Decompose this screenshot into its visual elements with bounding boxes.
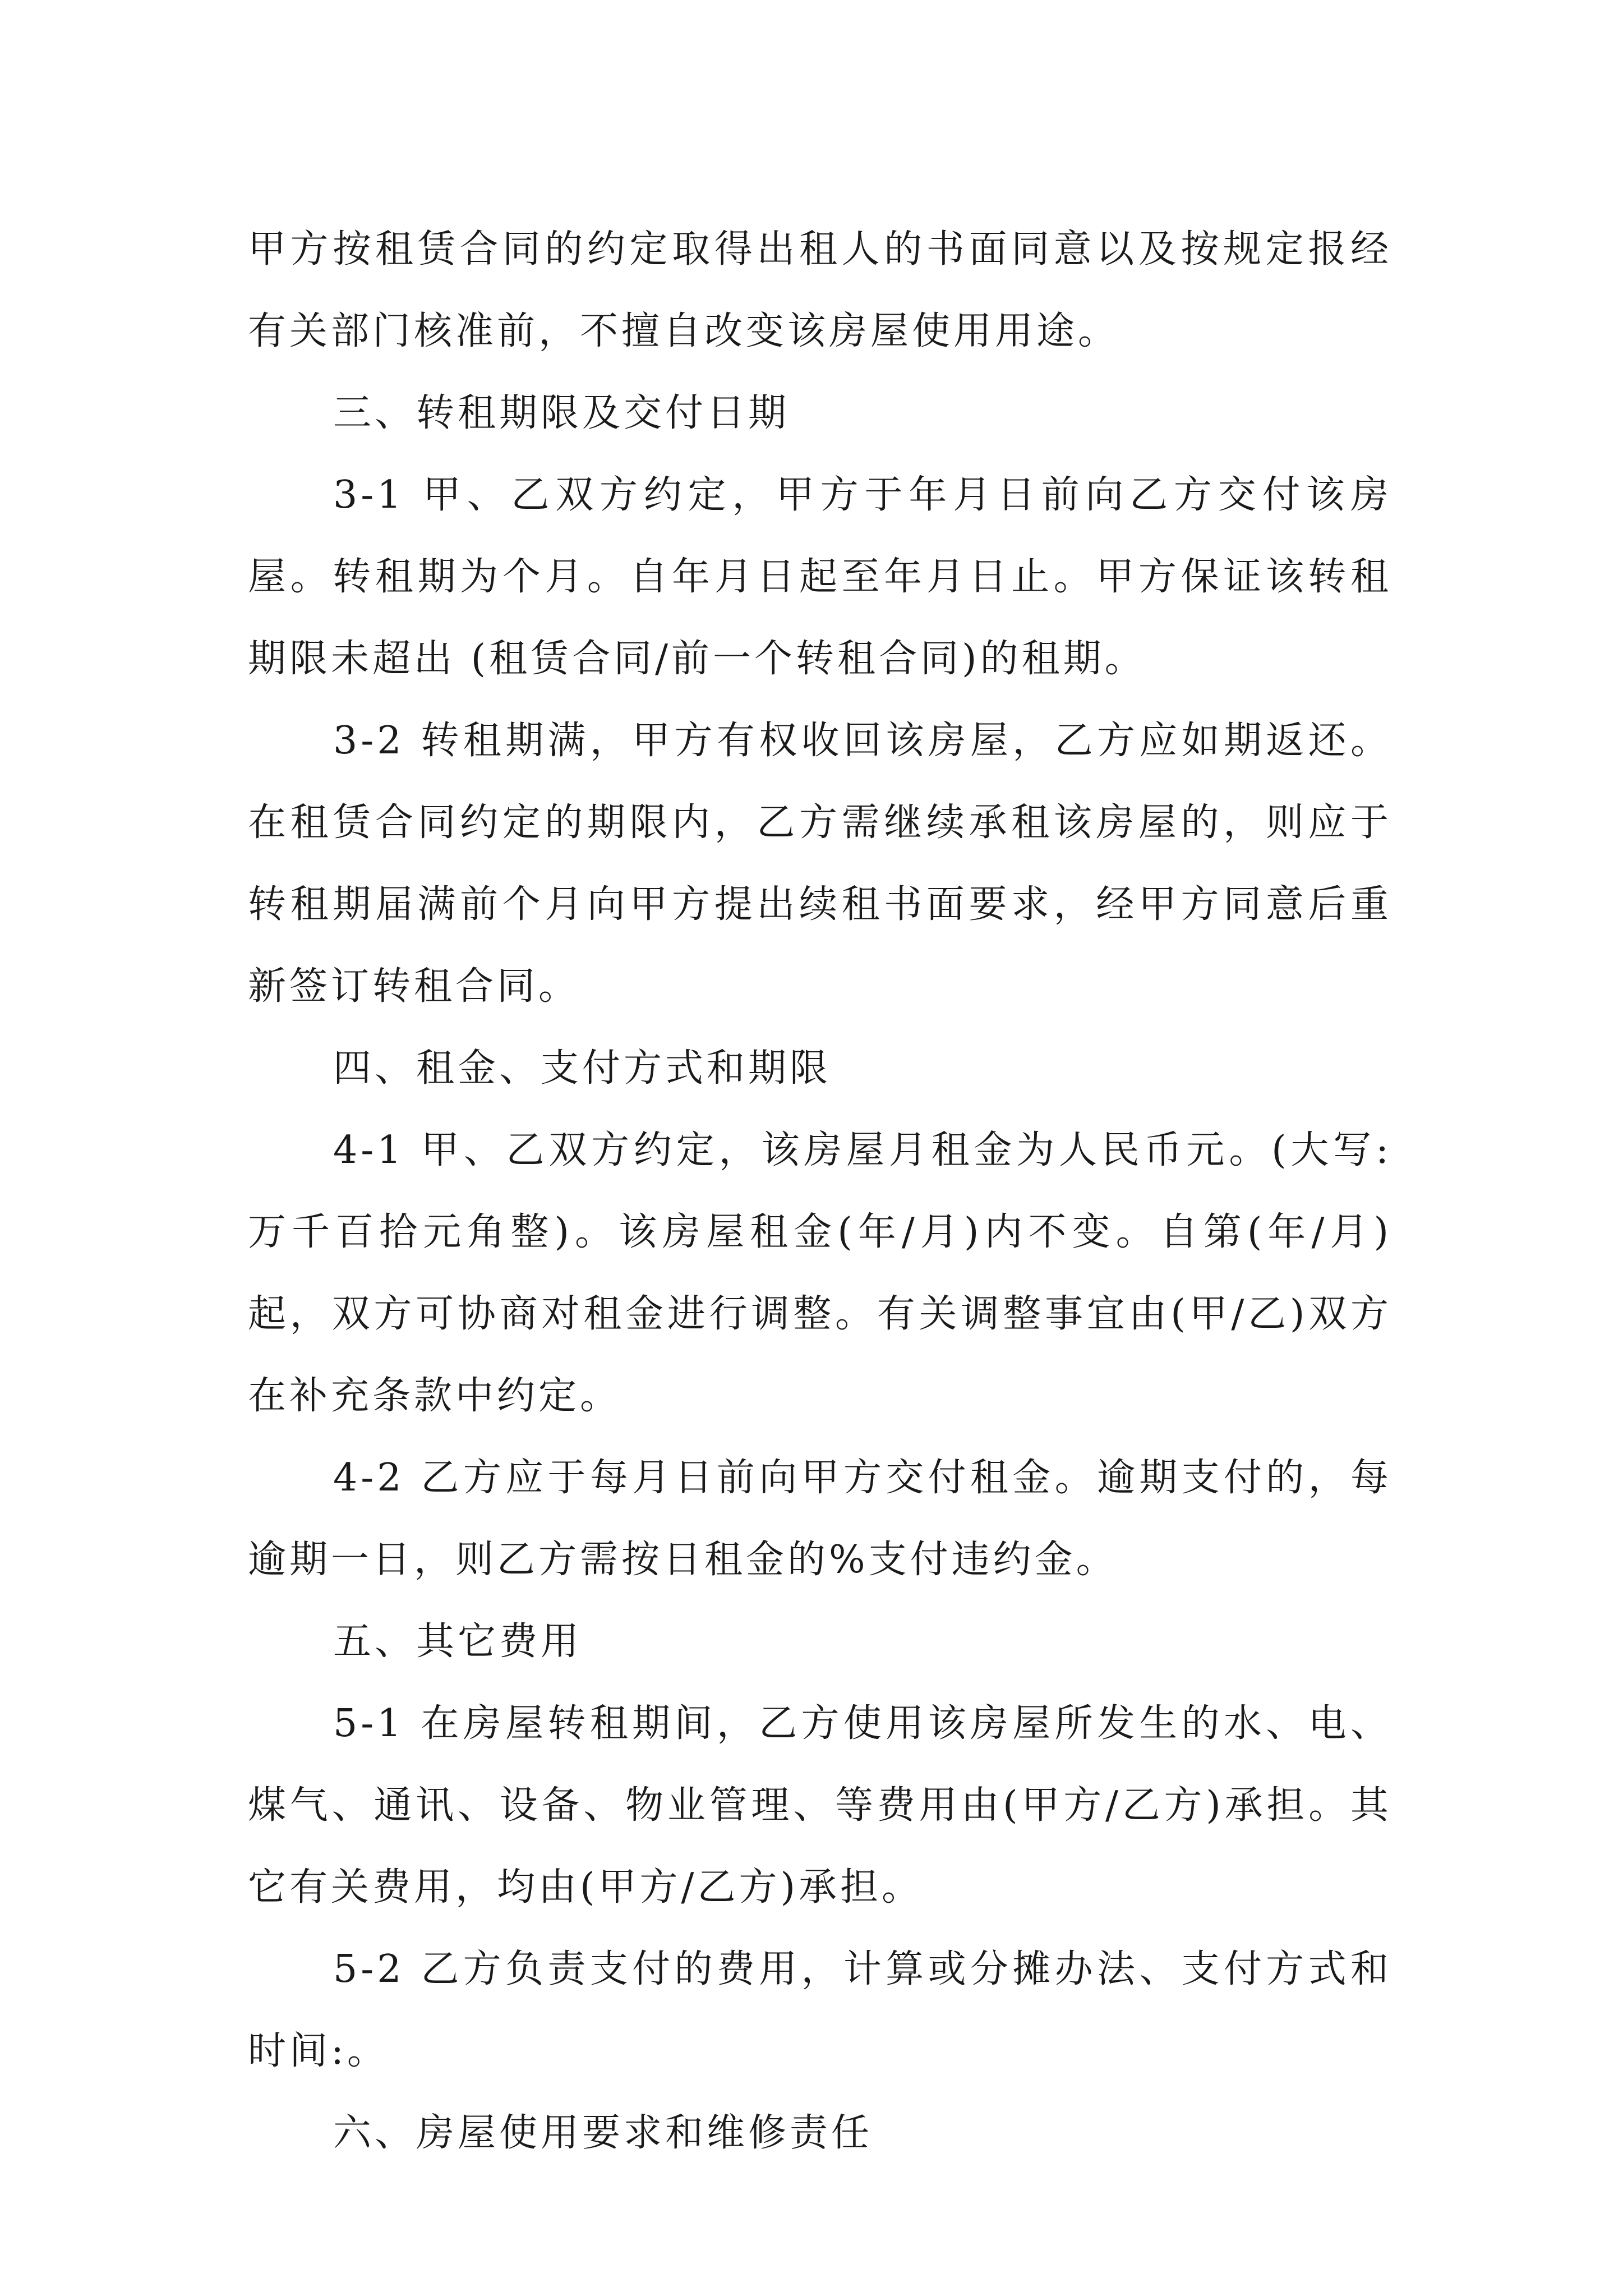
clause-5-1: 5-1 在房屋转租期间，乙方使用该房屋所发生的水、电、煤气、通讯、设备、物业管理、等费用由(甲方/乙方)承担。其它有关费用，均由(甲方/乙方)承担。	[248, 1701, 1392, 1910]
paragraph-usage-restriction: 甲方按租赁合同的约定取得出租人的书面同意以及按规定报经有关部门核准前，不擅自改变该房屋使用用途。	[248, 227, 1392, 353]
document-body	[248, 209, 1392, 2174]
section-heading-4: 四、租金、支付方式和期限	[333, 1046, 832, 1091]
section-heading-5: 五、其它费用	[333, 1619, 583, 1664]
section-heading-3: 三、转租期限及交付日期	[333, 391, 790, 435]
section-heading-6: 六、房屋使用要求和维修责任	[333, 2111, 873, 2155]
clause-3-1: 3-1 甲、乙双方约定，甲方于年月日前向乙方交付该房屋。转租期为个月。自年月日起至年月日止。甲方保证该转租期限未超出 (租赁合同/前一个转租合同)的租期。	[248, 473, 1392, 681]
clause-4-1: 4-1 甲、乙双方约定，该房屋月租金为人民币元。(大写: 万千百拾元角整)。该房屋租金(年/月)内不变。自第(年/月)起，双方可协商对租金进行调整。有关调整事宜由(甲/乙)双方在补充条款中约定。	[248, 1128, 1392, 1418]
clause-5-2: 5-2 乙方负责支付的费用，计算或分摊办法、支付方式和时间:。	[248, 1947, 1392, 2073]
clause-4-2: 4-2 乙方应于每月日前向甲方交付租金。逾期支付的，每逾期一日，则乙方需按日租金的%支付违约金。	[248, 1456, 1392, 1582]
clause-3-2: 3-2 转租期满，甲方有权收回该房屋，乙方应如期返还。在租赁合同约定的期限内，乙方需继续承租该房屋的，则应于转租期届满前个月向甲方提出续租书面要求，经甲方同意后重新签订转租合同。	[248, 719, 1392, 1009]
